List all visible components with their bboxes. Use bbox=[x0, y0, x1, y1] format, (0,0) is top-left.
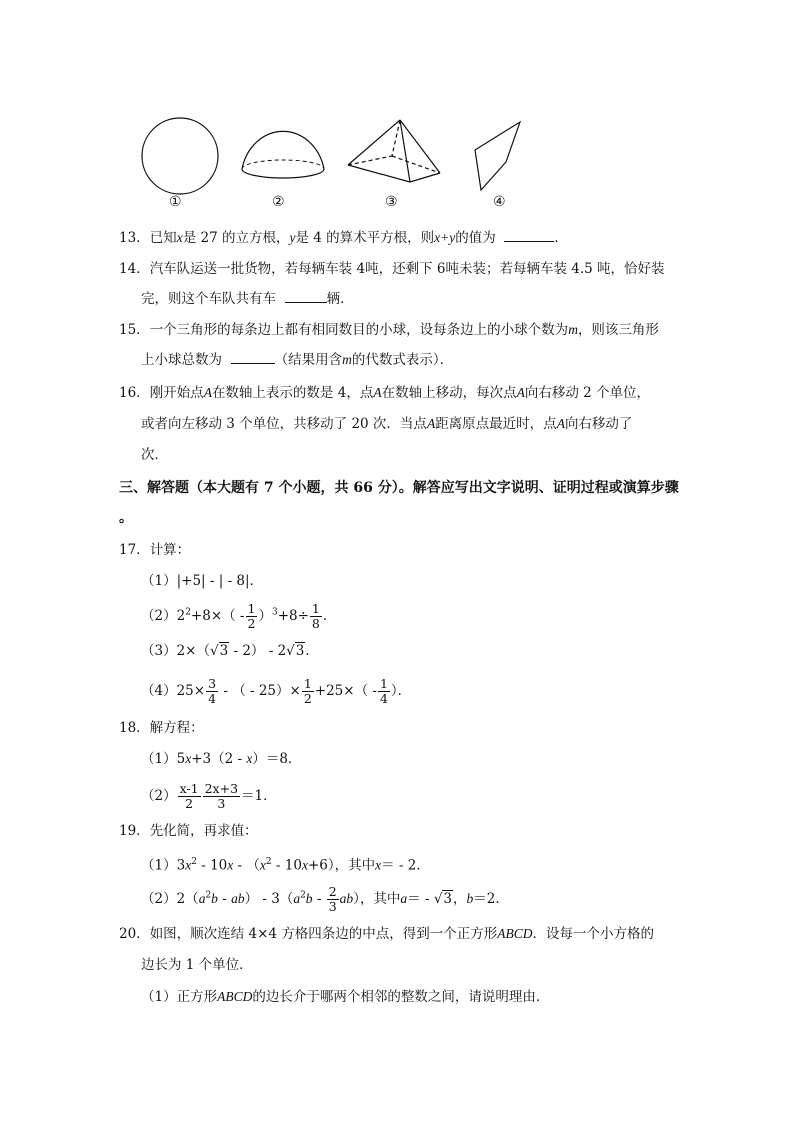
figure-label-3: ③ bbox=[385, 194, 398, 210]
question-17: 17．计算： bbox=[119, 542, 191, 558]
answer-blank[interactable] bbox=[231, 351, 275, 364]
fraction: $\frac{1}{8}$ bbox=[311, 601, 320, 631]
question-16: 16．刚开始点A在数轴上表示的数是 4，点A在数轴上移动，每次点A向右移动 2 个单位， bbox=[119, 385, 650, 401]
hemisphere-figure bbox=[242, 131, 324, 169]
question-18: 18．解方程： bbox=[119, 720, 204, 736]
question-17-part-4: （4）25× $\frac{3}{4}$ - （ - 25）× $\frac{1}{2}$ +25×（ - $\frac{1}{4}$ ）． bbox=[141, 676, 412, 706]
question-16-line-3: 次． bbox=[141, 447, 168, 463]
question-19-part-1: $(1)3x^2 - 10x - (x^2 - 10x+6)$，其中x＝ - 2． bbox=[141, 857, 430, 874]
question-13: 13．已知x是 27 的立方根，y是 4 的算术平方根，则x+y的值为 ． bbox=[119, 230, 568, 246]
fraction: $\frac{1}{4}$ bbox=[379, 676, 388, 706]
fraction: $\frac{1}{2}$ bbox=[303, 676, 312, 706]
fraction: $\frac{2}{3}$ bbox=[328, 884, 337, 914]
question-20-part-1: （1）正方形ABCD的边长介于哪两个相邻的整数之间，请说明理由． bbox=[141, 989, 550, 1005]
question-19: 19．先化简，再求值： bbox=[119, 823, 258, 839]
question-15-line-2: 上小球总数为 （结果用含m的代数式表示）． bbox=[141, 352, 454, 368]
figure-label-2: ② bbox=[272, 194, 285, 210]
question-18-part-1: （1）5x+3（2 - x）＝8． bbox=[141, 751, 302, 767]
question-17-part-1: （1）|+5| - | - 8|． bbox=[141, 573, 264, 589]
question-14: 14．汽车队运送一批货物，若每辆车装 4吨，还剩下 6吨未装；若每辆车装 4.5 吨，恰好装 bbox=[119, 261, 665, 277]
fraction: $\frac{3}{4}$ bbox=[208, 676, 217, 706]
answer-blank[interactable] bbox=[504, 229, 554, 242]
fraction: $\frac{1}{2}$ bbox=[247, 601, 256, 631]
fraction: $\frac{x-1}{2}$ bbox=[179, 781, 199, 811]
figure-label-1: ① bbox=[169, 194, 182, 210]
fraction: $\frac{2x+3}{3}$ bbox=[204, 781, 239, 811]
section-3-heading-tail: 。 bbox=[119, 510, 133, 526]
sphere-figure bbox=[142, 118, 218, 194]
section-3-heading: 三、解答题（本大题有 7 个小题，共 66 分）。解答应写出文字说明、证明过程或演算步骤 bbox=[119, 480, 679, 496]
question-16-line-2: 或者向左移动 3 个单位，共移动了 20 次．当点A距离原点最近时，点A向右移动了 bbox=[141, 416, 633, 432]
figure-label-4: ④ bbox=[493, 194, 506, 210]
question-17-part-2: $(2)2^2+8\times$（ - $\frac{1}{2}$ ）$^3$+8÷ $\frac{1}{8}$ ． bbox=[141, 601, 337, 631]
parallelogram-figure bbox=[475, 122, 520, 190]
question-17-part-3: （3）2×（√3 - 2） - 2√3． bbox=[141, 643, 319, 659]
pyramid-figure bbox=[348, 120, 440, 182]
answer-blank[interactable] bbox=[285, 290, 327, 303]
question-20: 20．如图，顺次连结 4×4 方格四条边的中点，得到一个正方形ABCD．设每一个小方格的 bbox=[119, 926, 655, 942]
question-15: 15．一个三角形的每条边上都有相同数目的小球，设每条边上的小球个数为m，则该三角形 bbox=[119, 322, 659, 338]
question-14-line-2: 完，则这个车队共有车 辆． bbox=[141, 291, 354, 307]
question-19-part-2: $(2)2(a^2b - ab) - 3(a^2b$ - $\frac{2}{3}$ ab），其中a＝ - √3，b＝2． bbox=[141, 884, 509, 914]
question-20-line-2: 边长为 1 个单位． bbox=[141, 957, 253, 973]
question-18-part-2: （2） $\frac{x-1}{2}$ $\frac{2x+3}{3}$ ＝1． bbox=[141, 781, 277, 811]
